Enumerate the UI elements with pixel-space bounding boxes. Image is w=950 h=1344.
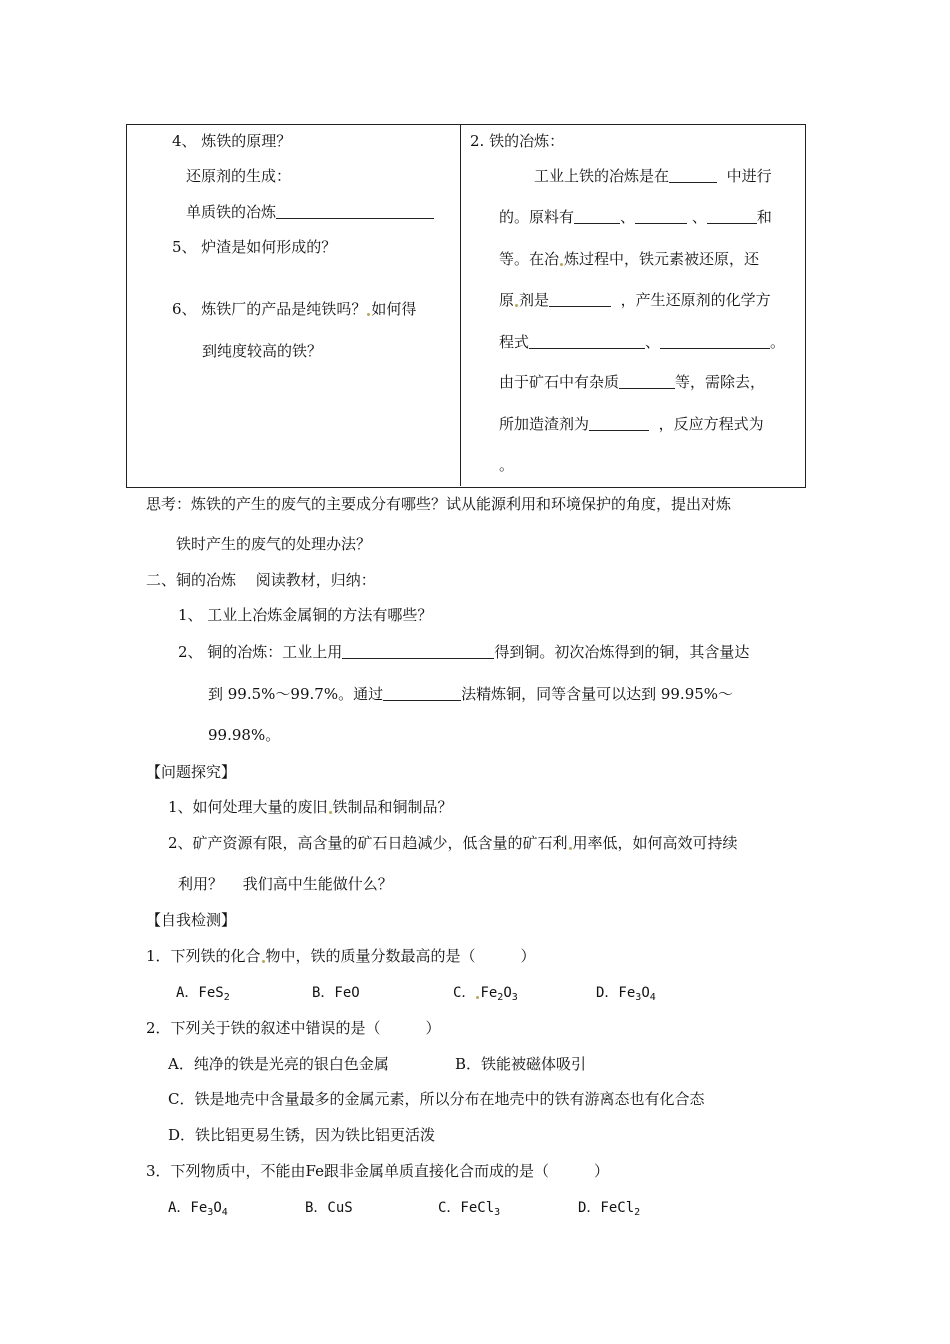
blank-field[interactable] <box>529 333 645 349</box>
explore-text: 1、如何处理大量的废旧 <box>168 798 328 816</box>
subscript: 3 <box>494 1207 501 1218</box>
selftest-heading: 【自我检测】 <box>146 911 237 929</box>
rc-text: 等。在冶 <box>499 250 560 268</box>
q2-option-d[interactable]: D．铁比铝更易生锈，因为铁比铝更活泼 <box>168 1126 436 1144</box>
q2-option-b[interactable]: B．铁能被磁体吸引 <box>455 1055 587 1073</box>
speck-mark <box>329 811 332 814</box>
opt-text: A．FeS <box>176 985 224 1001</box>
subscript: 3 <box>511 992 518 1003</box>
subscript: 2 <box>223 992 230 1003</box>
speck-mark <box>560 263 563 266</box>
rc-line1 <box>534 165 772 186</box>
explore-q2 <box>168 832 738 853</box>
subscript: 4 <box>221 1207 228 1218</box>
rc-text: 中进行 <box>726 167 772 185</box>
blank-field[interactable] <box>549 291 611 307</box>
subscript: 3 <box>207 1207 214 1218</box>
q3-option-d[interactable] <box>578 1197 640 1217</box>
rc-line7 <box>499 413 764 434</box>
explore-text: 2、矿产资源有限，高含量的矿石日趋减少，低含量的矿石利 <box>168 834 568 852</box>
rc-text: 、 <box>691 208 707 226</box>
iron-smelting-heading: 2. 铁的冶炼： <box>470 132 565 150</box>
blank-field[interactable] <box>276 203 434 219</box>
q6-continuation: 到纯度较高的铁？ <box>202 342 323 360</box>
rc-text: ，反应方程式为 <box>658 415 764 433</box>
copper-text: 2、 铜的冶炼：工业上用 <box>178 643 343 661</box>
selftest-q2: 2．下列关于铁的叙述中错误的是（ ） <box>146 1019 441 1037</box>
table-divider <box>460 124 461 486</box>
speck-mark <box>515 304 518 307</box>
iron-smelting-label: 单质铁的冶炼 <box>186 203 277 221</box>
reductant-generation: 还原剂的生成： <box>186 167 292 185</box>
rc-text: 原 <box>499 291 515 309</box>
rc-text: 等，需除去， <box>675 373 766 391</box>
rc-line2 <box>499 206 772 227</box>
blank-field[interactable] <box>669 167 717 183</box>
q3-option-a[interactable] <box>168 1197 228 1217</box>
q3-option-b[interactable]: B．CuS <box>305 1200 353 1216</box>
speck-mark <box>476 996 479 999</box>
speck-mark <box>262 960 265 963</box>
think-line2: 铁时产生的废气的处理办法？ <box>176 535 372 553</box>
rc-text: 的。原料有 <box>499 208 575 226</box>
blank-field[interactable] <box>589 415 649 431</box>
rc-text: 和 <box>756 208 772 226</box>
blank-field[interactable] <box>660 333 770 349</box>
rc-text: 剂是 <box>519 291 550 309</box>
rc-text: 、 <box>620 208 636 226</box>
opt-text: Fe <box>480 985 498 1001</box>
copper-q2-line3: 99.98%。 <box>208 726 281 744</box>
rc-line6 <box>499 371 765 392</box>
q2-option-c[interactable]: C．铁是地壳中含量最多的金属元素，所以分布在地壳中的铁有游离态也有化合态 <box>168 1090 705 1108</box>
q6-product <box>172 298 416 319</box>
opt-text: D．FeCl <box>578 1200 635 1216</box>
rc-line8: 。 <box>499 456 515 474</box>
q6-text-b: 如何得 <box>371 300 417 318</box>
explore-text: 用率低，如何高效可持续 <box>572 834 738 852</box>
explore-heading: 【问题探究】 <box>146 763 237 781</box>
copper-q2-line2 <box>208 683 733 704</box>
q1-text: 1．下列铁的化合 <box>146 947 261 965</box>
opt-text: C． <box>453 985 476 1001</box>
copper-text: 到 99.5%～99.7%。通过 <box>208 685 384 703</box>
q6-text-a: 6、 炼铁厂的产品是纯铁吗？ <box>172 300 367 318</box>
opt-text: O <box>641 985 650 1001</box>
rc-text: ，产生还原剂的化学方 <box>620 291 771 309</box>
subscript: 4 <box>649 992 656 1003</box>
blank-field[interactable] <box>383 685 461 701</box>
iron-smelting-line <box>186 201 434 222</box>
q1-option-d[interactable] <box>596 982 656 1002</box>
subscript: 2 <box>497 992 504 1003</box>
opt-text: C．FeCl <box>438 1200 495 1216</box>
rc-text: 。 <box>770 333 786 351</box>
copper-text: 法精炼铜，同等含量可以达到 99.95%～ <box>461 685 734 703</box>
rc-text: 所加造渣剂为 <box>499 415 590 433</box>
think-line1: 思考：炼铁的产生的废气的主要成分有哪些？试从能源利用和环境保护的角度，提出对炼 <box>146 495 732 513</box>
q1-text: 物中，铁的质量分数最高的是（ ） <box>265 947 536 965</box>
q1-option-a[interactable] <box>176 982 230 1002</box>
rc-text: 工业上铁的冶炼是在 <box>534 167 670 185</box>
opt-text: O <box>213 1200 222 1216</box>
subscript: 2 <box>634 1207 641 1218</box>
rc-text: 、 <box>645 333 661 351</box>
opt-text: A．Fe <box>168 1200 208 1216</box>
rc-line5 <box>499 331 785 352</box>
copper-q1: 1、 工业上冶炼金属铜的方法有哪些？ <box>178 606 433 624</box>
q3-option-c[interactable] <box>438 1197 500 1217</box>
blank-field[interactable] <box>342 643 494 659</box>
q4-principle: 4、 炼铁的原理？ <box>172 132 292 150</box>
copper-text: 得到铜。初次冶炼得到的铜，其含量达 <box>494 643 750 661</box>
q2-option-a[interactable]: A．纯净的铁是光亮的银白色金属 <box>168 1055 389 1073</box>
blank-field[interactable] <box>707 208 757 224</box>
copper-q2 <box>178 641 749 662</box>
explore-q1 <box>168 796 453 817</box>
blank-field[interactable] <box>635 208 687 224</box>
rc-text: 程式 <box>499 333 530 351</box>
opt-text: O <box>503 985 512 1001</box>
opt-text: D．Fe <box>596 985 636 1001</box>
q1-option-b[interactable]: B．FeO <box>312 985 360 1001</box>
selftest-q1 <box>146 945 536 966</box>
blank-field[interactable] <box>574 208 620 224</box>
speck-mark <box>569 847 572 850</box>
blank-field[interactable] <box>619 373 675 389</box>
copper-heading: 二、铜的冶炼 阅读教材，归纳： <box>146 571 376 589</box>
rc-line4 <box>499 289 771 310</box>
rc-line3 <box>499 248 759 269</box>
q1-option-c[interactable] <box>453 982 518 1002</box>
explore-q2-line2: 利用？ 我们高中生能做什么？ <box>178 875 393 893</box>
speck-mark <box>367 313 370 316</box>
selftest-q3: 3．下列物质中，不能由Fe跟非金属单质直接化合而成的是（ ） <box>146 1162 610 1180</box>
q5-slag: 5、 炉渣是如何形成的？ <box>172 238 337 256</box>
subscript: 3 <box>635 992 642 1003</box>
rc-text: 炼过程中，铁元素被还原，还 <box>564 250 760 268</box>
explore-text: 铁制品和铜制品？ <box>332 798 453 816</box>
rc-text: 由于矿石中有杂质 <box>499 373 620 391</box>
